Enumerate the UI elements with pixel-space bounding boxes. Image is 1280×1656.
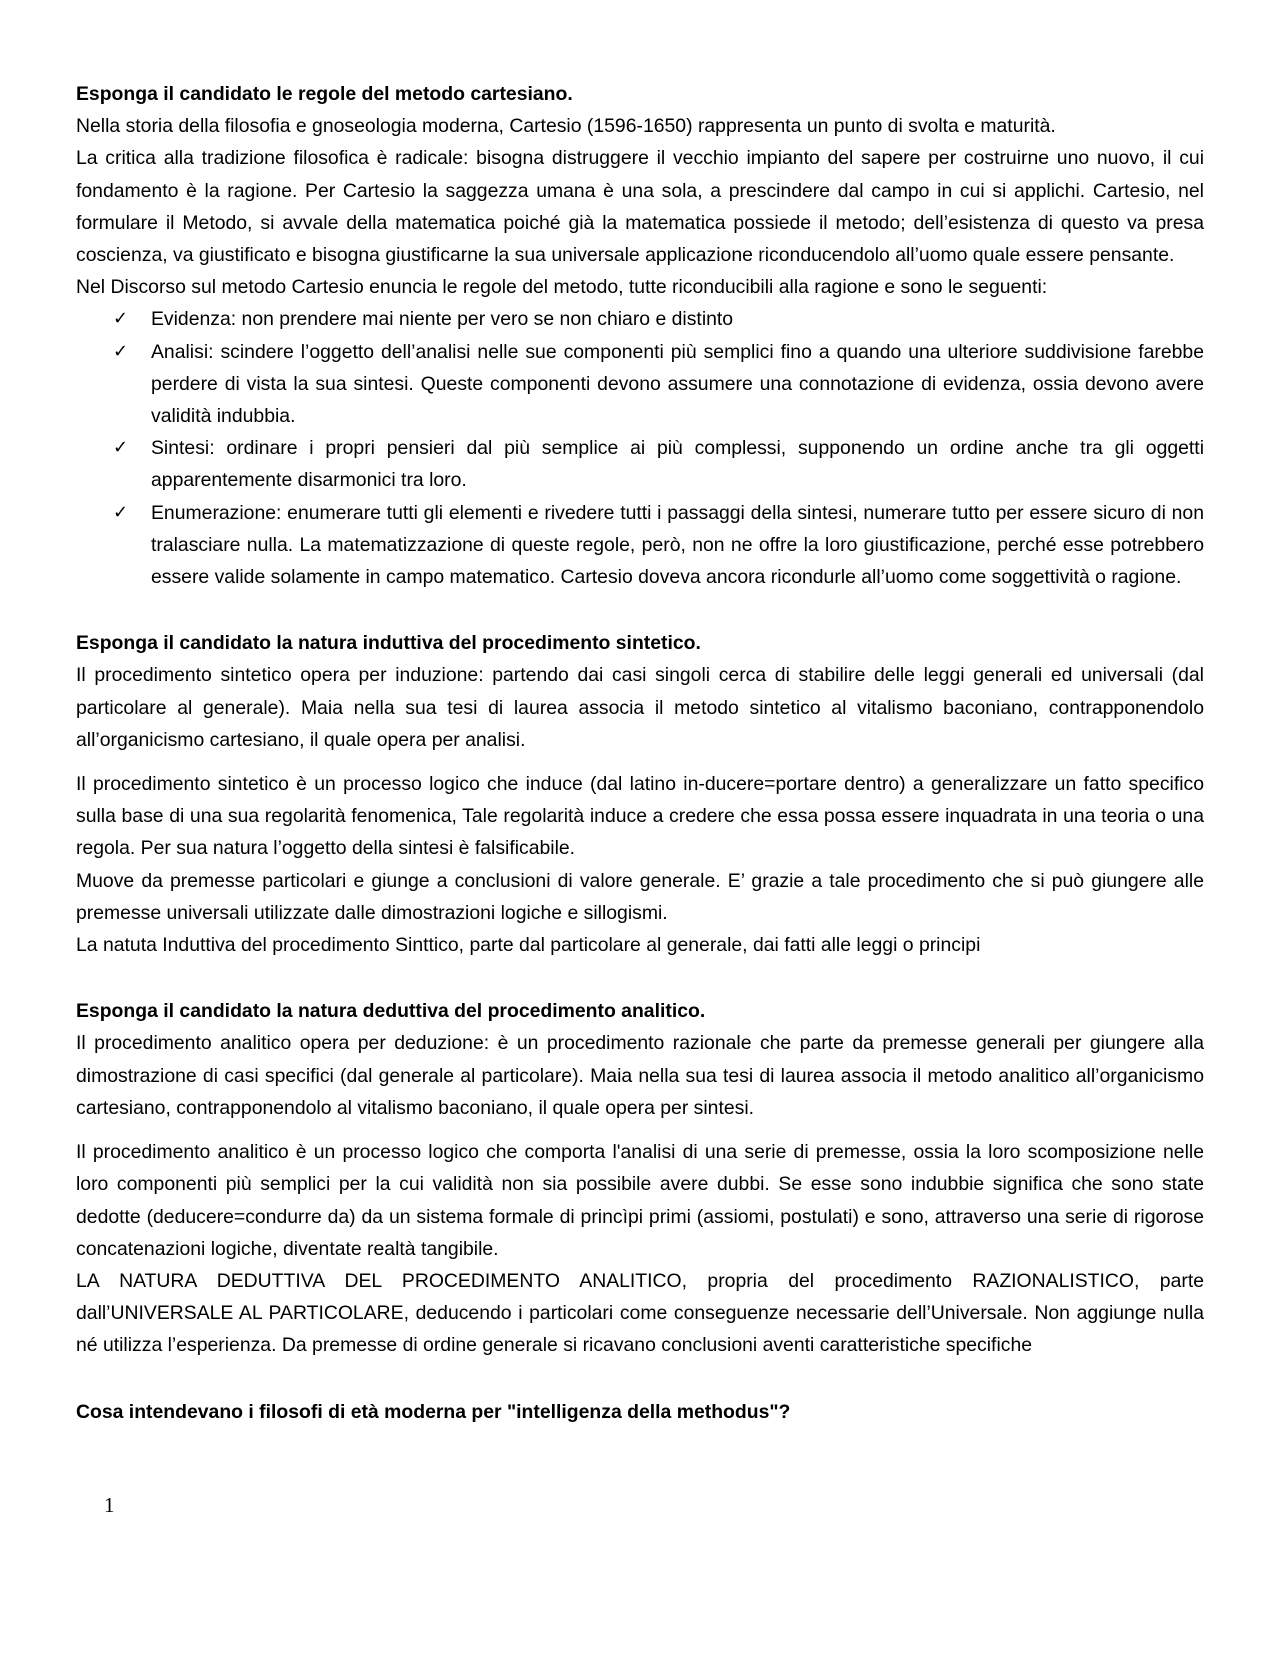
section-metodo-cartesiano <box>76 78 1204 593</box>
paragraph: Il procedimento sintetico opera per induzione: partendo dai casi singoli cerca di stabilire delle leggi generali ed universali (dal particolare al generale). Maia nella sua tesi di laurea associa il metodo sintetico al vitalismo baconiano, contrapponendolo all’organicismo cartesiano, il quale opera per analisi. <box>76 664 1204 751</box>
paragraph: La natuta Induttiva del procedimento Sinttico, parte dal particolare al generale, dai fatti alle leggi o principi <box>76 934 981 957</box>
paragraph: Il procedimento sintetico è un processo logico che induce (dal latino in-ducere=portare dentro) a generalizzare un fatto specifico sulla base di una sua regolarità fenomenica, Tale regolarità induce a credere che essa possa essere inquadrata in una teoria o una regola. Per sua natura l’oggetto della sintesi è falsificabile. <box>76 773 1204 860</box>
list-item-text: Analisi: scindere l’oggetto dell’analisi nelle sue componenti più semplici fino a quando una ulteriore suddivisione farebbe perdere di vista la sua sintesi. Queste componenti devono assumere una connotazione di evidenza, ossia devono avere validità indubbia. <box>151 340 1204 428</box>
paragraph: Muove da premesse particolari e giunge a conclusioni di valore generale. E’ grazie a tale procedimento che si può giungere alle premesse universali utilizzate dalle dimostrazioni logiche e sillogismi. <box>76 869 1204 924</box>
section-procedimento-sintetico <box>76 627 1204 961</box>
rules-list <box>76 303 1204 593</box>
paragraph: La critica alla tradizione filosofica è radicale: bisogna distruggere il vecchio impianto del sapere per costruirne uno nuovo, il cui fondamento è la ragione. Per Cartesio la saggezza umana è una sola, a prescindere dal campo in cui si applichi. Cartesio, nel formulare il Metodo, si avvale della matematica poiché già la matematica possiede il metodo; dell’esistenza di questo va presa coscienza, va giustificato e bisogna giustificarne la sua universale applicazione riconducendolo all’uomo quale essere pensante. <box>76 147 1204 267</box>
list-item <box>113 303 1204 335</box>
paragraph: Il procedimento analitico è un processo logico che comporta l'analisi di una serie di premesse, ossia la loro scomposizione nelle loro componenti più semplici per la cui validità non sia possibile avere dubbi. Se esse sono indubbie significa che sono state dedotte (deducere=condurre da) da un sistema formale di princìpi primi (assiomi, postulati) e sono, attraverso una serie di rigorose concatenazioni logiche, diventate realtà tangibile. <box>76 1141 1204 1260</box>
list-item <box>113 336 1204 433</box>
list-item-text: Enumerazione: enumerare tutti gli elementi e rivedere tutti i passaggi della sintesi, numerare tutto per essere sicuro di non tralasciare nulla. La matematizzazione di queste regole, però, non ne offre la loro giustificazione, perché esse potrebbero essere valide solamente in campo matematico. Cartesio doveva ancora ricondurle all’uomo come soggettività o ragione. <box>151 501 1204 589</box>
list-item <box>113 432 1204 496</box>
checkmark-icon: ✓ <box>113 308 129 330</box>
document-page <box>76 78 1204 1428</box>
section-procedimento-analitico <box>76 995 1204 1361</box>
list-item <box>113 497 1204 594</box>
checkmark-icon: ✓ <box>113 437 129 459</box>
checkmark-icon: ✓ <box>113 501 129 523</box>
checkmark-icon: ✓ <box>113 340 129 362</box>
list-item-text: Evidenza: non prendere mai niente per vero se non chiaro e distinto <box>151 308 734 331</box>
section-heading: Esponga il candidato la natura induttiva del procedimento sintetico. <box>76 632 701 655</box>
section-intelligenza-methodus <box>76 1396 1204 1428</box>
section-heading: Esponga il candidato la natura deduttiva del procedimento analitico. <box>76 1000 706 1023</box>
section-heading: Esponga il candidato le regole del metodo cartesiano. <box>76 83 573 105</box>
paragraph: Il procedimento analitico opera per deduzione: è un procedimento razionale che parte da premesse generali per giungere alla dimostrazione di casi specifici (dal generale al particolare). Maia nella sua tesi di laurea associa il metodo analitico all’organicismo cartesiano, contrapponendolo al vitalismo baconiano, il quale opera per sintesi. <box>76 1032 1204 1119</box>
section-heading: Cosa intendevano i filosofi di età moderna per "intelligenza della methodus"? <box>76 1400 791 1423</box>
page-number: 1 <box>104 1493 115 1517</box>
paragraph: LA NATURA DEDUTTIVA DEL PROCEDIMENTO ANALITICO, propria del procedimento RAZIONALISTICO, parte dall’UNIVERSALE AL PARTICOLARE, deducendo i particolari come conseguenze necessarie dell’Universale. Non aggiunge nulla né utilizza l’esperienza. Da premesse di ordine generale si ricavano conclusioni aventi caratteristiche specifiche <box>76 1269 1204 1357</box>
list-item-text: Sintesi: ordinare i propri pensieri dal più semplice ai più complessi, supponendo un ordine anche tra gli oggetti apparentemente disarmonici tra loro. <box>151 437 1204 492</box>
paragraph: Nella storia della filosofia e gnoseologia moderna, Cartesio (1596-1650) rappresenta un punto di svolta e maturità. <box>76 115 1056 138</box>
paragraph: Nel Discorso sul metodo Cartesio enuncia le regole del metodo, tutte riconducibili alla ragione e sono le seguenti: <box>76 276 1048 299</box>
